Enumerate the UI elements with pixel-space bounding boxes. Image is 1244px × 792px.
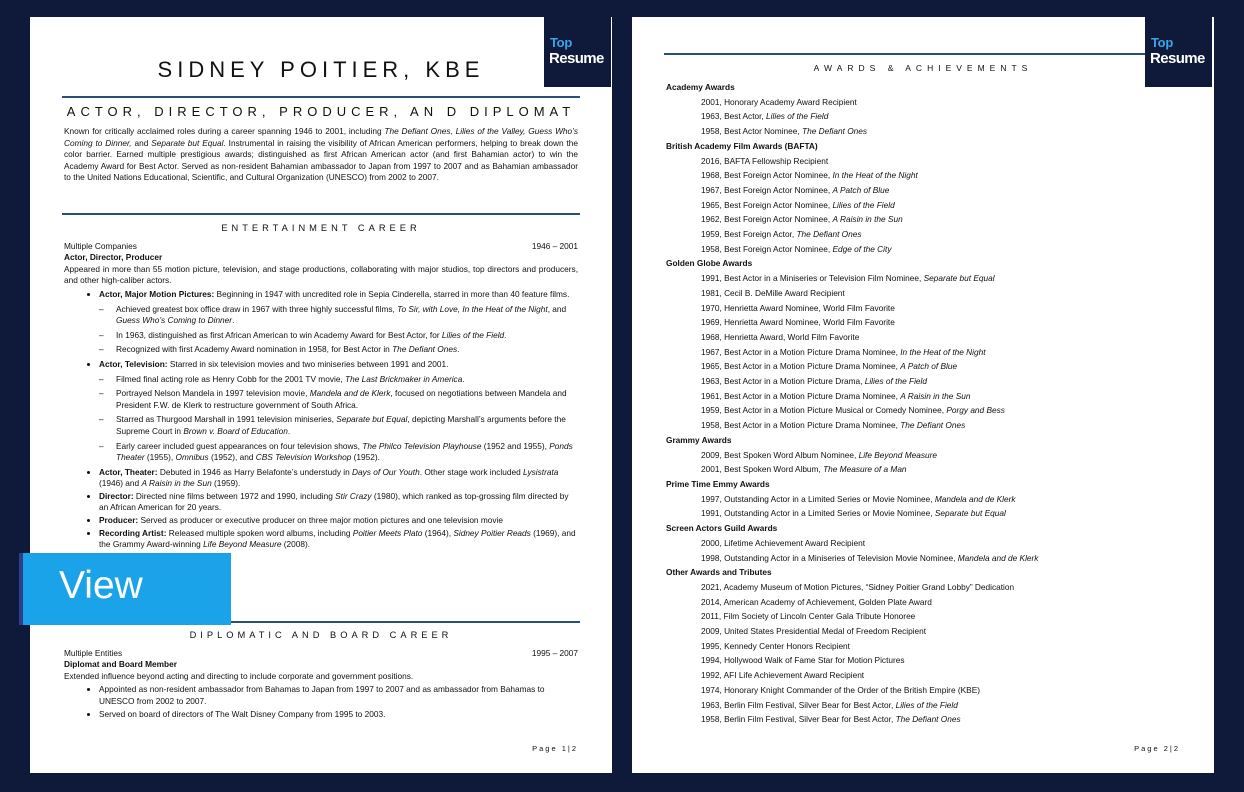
award-item: 2000, Lifetime Achievement Award Recipient xyxy=(701,537,866,548)
award-item: 1981, Cecil B. DeMille Award Recipient xyxy=(701,287,845,298)
section-heading: AWARDS & ACHIEVEMENTS xyxy=(813,63,1033,73)
view-button[interactable] xyxy=(19,553,231,625)
award-item: 1959, Best Actor in a Motion Picture Musical or Comedy Nominee, Porgy and Bess xyxy=(701,405,1005,416)
organization: Multiple Companies xyxy=(64,240,137,251)
page-number: Page 2|2 xyxy=(1134,744,1180,753)
award-item: 1998, Outstanding Actor in a Miniseries of Television Movie Nominee, Mandela and de Klerk xyxy=(701,552,1039,563)
award-item: 1958, Berlin Film Festival, Silver Bear for Best Actor, The Defiant Ones xyxy=(701,714,961,725)
award-item: 2001, Honorary Academy Award Recipient xyxy=(701,96,857,107)
top-resume-logo: Top Resume xyxy=(1145,17,1212,87)
list-item: – Portrayed Nelson Mandela in 1997 television movie, Mandela and de Klerk, focused on negotiations between Mandela and President F.W. de Klerk to restructure government of South Africa. xyxy=(116,388,578,411)
list-item: • Actor, Theater: Debuted in 1946 as Harry Belafonte’s understudy in Days of Our Youth. Other stage work included Lysistrata (1946) and A Raisin in the Sun (1959). xyxy=(99,467,578,490)
list-item: • Actor, Television: Starred in six television movies and two miniseries between 1991 and 2001. – Filmed final acting role as Henry Cobb for the 2001 TV movie, The Last Brickmaker in America. – Portrayed Nelson Mandela in 1997 television movie, Mandela and de Klerk, focused on negotiations between Mandela and President F.W. de Klerk to restructure government of South Africa. – Starred as Thurgood Marshall in 1991 television miniseries, Separate but Equal, depicting Marshall’s arguments before the Supreme Court in Brown v. Board of Education. – Early career included guest appearances on four television shows, The Philco Television Playhouse (1952 and 1955), Ponds Theater (1955), Omnibus (1952), and CBS Television Workshop (1952). xyxy=(99,359,578,464)
award-item: 1961, Best Actor in a Motion Picture Drama Nominee, A Raisin in the Sun xyxy=(701,390,971,401)
award-item: 1963, Berlin Film Festival, Silver Bear for Best Actor, Lilies of the Field xyxy=(701,699,958,710)
award-item: 2014, American Academy of Achievement, Golden Plate Award xyxy=(701,596,932,607)
award-item: 1991, Best Actor in a Miniseries or Television Film Nominee, Separate but Equal xyxy=(701,273,995,284)
list-item: – Filmed final acting role as Henry Cobb for the 2001 TV movie, The Last Brickmaker in America. xyxy=(116,374,578,386)
award-category: Screen Actors Guild Awards xyxy=(666,523,778,534)
award-item: 1968, Best Foreign Actor Nominee, In the Heat of the Night xyxy=(701,170,918,181)
award-category: Prime Time Emmy Awards xyxy=(666,478,770,489)
job-dates: 1946 – 2001 xyxy=(531,240,578,251)
list-item: – Recognized with first Academy Award nomination in 1958, for Best Actor in The Defiant Ones. xyxy=(116,344,578,356)
award-item: 1958, Best Actor in a Motion Picture Drama Nominee, The Defiant Ones xyxy=(701,420,966,431)
list-item: – Starred as Thurgood Marshall in 1991 television miniseries, Separate but Equal, depicting Marshall’s arguments before the Supreme Court in Brown v. Board of Education. xyxy=(116,414,578,437)
candidate-name: SIDNEY POITIER, KBE xyxy=(157,57,485,82)
award-category: Golden Globe Awards xyxy=(666,258,753,269)
award-category: Academy Awards xyxy=(666,82,735,92)
award-item: 1959, Best Foreign Actor, The Defiant Ones xyxy=(701,229,862,240)
award-item: 1967, Best Actor in a Motion Picture Drama Nominee, In the Heat of the Night xyxy=(701,346,986,357)
award-item: 1965, Best Foreign Actor Nominee, Lilies of the Field xyxy=(701,199,895,210)
entertainment-career xyxy=(64,223,578,552)
award-item: 2021, Academy Museum of Motion Pictures, “Sidney Poitier Grand Lobby” Dedication xyxy=(701,581,1015,592)
job-row xyxy=(64,648,578,660)
achievement-list xyxy=(64,289,578,551)
list-item: – Achieved greatest box office draw in 1967 with three highly successful films, To Sir, with Love, In the Heat of the Night, and Guess Who’s Coming to Dinner. xyxy=(116,304,578,327)
award-item: 1958, Best Actor Nominee, The Defiant Ones xyxy=(701,126,868,137)
job-description: Appeared in more than 55 motion picture, television, and stage productions, collaborating with major studios, top directors and producers, and other high-caliber actors. xyxy=(64,263,578,286)
list-item: • Producer: Served as producer or executive producer on three major motion pictures and one television movie xyxy=(99,515,578,527)
view-button-label: View xyxy=(59,564,143,607)
diplomatic-career xyxy=(64,630,578,721)
divider xyxy=(62,96,580,98)
section-heading: ENTERTAINMENT CAREER xyxy=(221,223,421,233)
list-item: • Director: Directed nine films between 1972 and 1990, including Stir Crazy (1980), which ranked as top-grossing film directed by an African American for 20 years. xyxy=(99,491,578,514)
award-item: 1965, Best Actor in a Motion Picture Drama Nominee, A Patch of Blue xyxy=(701,361,958,372)
award-item: 1994, Hollywood Walk of Fame Star for Motion Pictures xyxy=(701,655,905,666)
award-item: 1995, Kennedy Center Honors Recipient xyxy=(701,640,850,651)
award-item: 2001, Best Spoken Word Album, The Measure of a Man xyxy=(701,464,907,475)
top-resume-logo: Top Resume xyxy=(544,17,611,87)
award-item: 1969, Henrietta Award Nominee, World Film Favorite xyxy=(701,317,895,328)
list-item: • Appointed as non-resident ambassador from Bahamas to Japan from 1997 to 2007 and as ambassador from Bahamas to UNESCO from 2002 to 2007. xyxy=(99,684,578,707)
award-item: 1997, Outstanding Actor in a Limited Series or Movie Nominee, Mandela and de Klerk xyxy=(701,493,1016,504)
award-category: Other Awards and Tributes xyxy=(666,567,772,578)
award-item: 2016, BAFTA Fellowship Recipient xyxy=(701,155,829,166)
job-row xyxy=(64,241,578,253)
list-item: – In 1963, distinguished as first African American to win Academy Award for Best Actor, for Lilies of the Field. xyxy=(116,330,578,342)
headline: ACTOR, DIRECTOR, PRODUCER, AN D DIPLOMAT xyxy=(66,104,576,119)
list-item: • Actor, Major Motion Pictures: Beginning in 1947 with uncredited role in Sepia Cinderella, starred in more than 40 feature films. – Achieved greatest box office draw in 1967 with three highly successful films, To Sir, with Love, In the Heat of the Night, and Guess Who’s Coming to Dinner. – In 1963, distinguished as first African American to win Academy Award for Best Actor, for Lilies of the Field. – Recognized with first Academy Award nomination in 1958, for Best Actor in The Defiant Ones. xyxy=(99,289,578,356)
divider xyxy=(62,213,580,215)
list-item: – Early career included guest appearances on four television shows, The Philco Television Playhouse (1952 and 1955), Ponds Theater (1955), Omnibus (1952), and CBS Television Workshop (1952). xyxy=(116,441,578,464)
job-dates: 1995 – 2007 xyxy=(531,647,578,658)
organization: Multiple Entities xyxy=(64,647,123,658)
award-item: 1967, Best Foreign Actor Nominee, A Patch of Blue xyxy=(701,184,890,195)
section-heading: DIPLOMATIC AND BOARD CAREER xyxy=(189,630,453,640)
award-item: 1991, Outstanding Actor in a Limited Series or Movie Nominee, Separate but Equal xyxy=(701,508,1006,519)
award-item: 1968, Henrietta Award, World Film Favorite xyxy=(701,331,860,342)
award-item: 1970, Henrietta Award Nominee, World Film Favorite xyxy=(701,302,895,313)
divider xyxy=(664,53,1182,55)
resume-page-2 xyxy=(632,17,1214,773)
award-item: 1962, Best Foreign Actor Nominee, A Raisin in the Sun xyxy=(701,214,903,225)
summary xyxy=(64,126,578,184)
award-category: Grammy Awards xyxy=(666,434,732,445)
summary-paragraph: Known for critically acclaimed roles during a career spanning 1946 to 2001, including The Defiant Ones, Lilies of the Valley, Guess Who’s Coming to Dinner, and Separate but Equal. Instrumental in raising the visibility of African American performers, helping to break down the color barrier. Earned multiple prestigious awards; distinguished as first African American actor (and first Bahamian actor) to win the Academy Award for Best Actor. Served as non-resident Bahamian ambassador to Japan from 1997 to 2007 and as Bahamian ambassador to the United Nations Educational, Scientific, and Cultural Organization (UNESCO) from 2002 to 2007. xyxy=(64,126,578,183)
award-item: 1992, AFI Life Achievement Award Recipient xyxy=(701,670,865,681)
list-item: • Served on board of directors of The Walt Disney Company from 1995 to 2003. xyxy=(99,709,578,721)
award-item: 1963, Best Actor, Lilies of the Field xyxy=(701,111,829,122)
award-item: 1958, Best Foreign Actor Nominee, Edge of the City xyxy=(701,243,892,254)
page-number: Page 1|2 xyxy=(532,744,578,753)
award-category: British Academy Film Awards (BAFTA) xyxy=(666,140,818,151)
job-title: Actor, Director, Producer xyxy=(64,252,163,263)
award-item: 2011, Film Society of Lincoln Center Gala Tribute Honoree xyxy=(701,611,916,622)
award-item: 2009, Best Spoken Word Album Nominee, Life Beyond Measure xyxy=(701,449,937,460)
award-item: 2009, United States Presidential Medal of Freedom Recipient xyxy=(701,626,927,637)
resume-page-1 xyxy=(30,17,612,773)
award-item: 1974, Honorary Knight Commander of the Order of the British Empire (KBE) xyxy=(701,684,980,695)
job-title: Diplomat and Board Member xyxy=(64,659,177,670)
award-item: 1963, Best Actor in a Motion Picture Drama, Lilies of the Field xyxy=(701,376,927,387)
awards-list xyxy=(666,80,1180,727)
list-item: • Recording Artist: Released multiple spoken word albums, including Poitier Meets Plato (1964), Sidney Poitier Reads (1969), and the Grammy Award-winning Life Beyond Measure (2008). xyxy=(99,528,578,551)
job-description: Extended influence beyond acting and directing to include corporate and government positions. xyxy=(64,670,414,681)
achievement-list xyxy=(64,684,578,720)
